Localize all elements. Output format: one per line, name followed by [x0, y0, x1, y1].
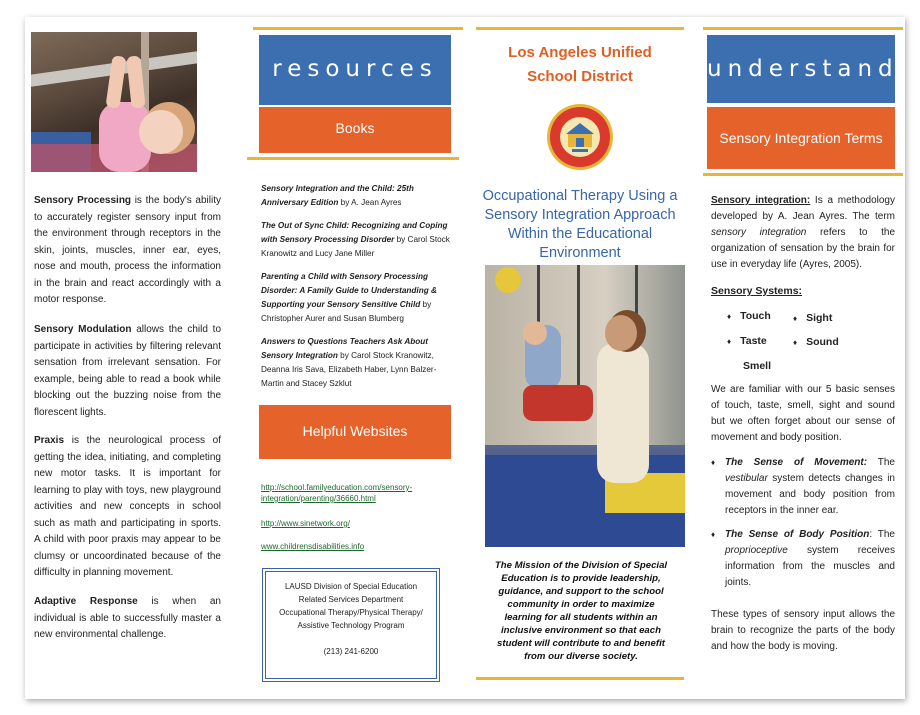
- contact-line: Assistive Technology Program: [297, 621, 405, 630]
- resources-header: resources: [259, 35, 451, 105]
- books-header: Books: [259, 107, 451, 153]
- understand-header: understand: [707, 35, 895, 103]
- closing-paragraph: These types of sensory input allows the brain to recognize the parts of the body and how the body is moving.: [711, 609, 895, 652]
- therapy-session-photo: [485, 265, 685, 547]
- website-link[interactable]: http://www.sinetwork.org/: [261, 519, 350, 528]
- district-seal-icon: [546, 103, 614, 171]
- sensory-systems-heading: Sensory Systems:: [711, 285, 803, 297]
- mission-statement: The Mission of the Division of Special Education is to provide leadership, guidance, and support to the school community in order to maximize learning for all students within an inclusive environment so that each student will contribute to and benefit from our diverse society.: [494, 560, 668, 662]
- websites-header: Helpful Websites: [259, 405, 451, 459]
- book-item: Sensory Integration and the Child: 25th Anniversary Edition by A. Jean Ayres: [261, 184, 414, 207]
- system-item-sound: ♦ Sound: [793, 336, 839, 348]
- sensory-processing-paragraph: Sensory Processing is the body's ability to accurately register sensory input from the environment through receptors in the skin, joints, muscles, inner ear, eyes, nose and mouth, process the information in the brain and react accordingly with a motor response.: [34, 195, 221, 305]
- system-item-taste: ♦ Taste: [727, 335, 767, 347]
- books-list: [261, 182, 451, 400]
- terms-header: Sensory Integration Terms: [707, 107, 895, 169]
- gold-rule: [703, 27, 903, 30]
- gold-rule: [703, 173, 903, 176]
- system-item-sight: ♦ Sight: [793, 312, 833, 324]
- senses-paragraph: We are familiar with our 5 basic senses of touch, taste, smell, sight and sound but we often forget about our sense of movement and body position.: [711, 384, 895, 443]
- sensory-modulation-paragraph: Sensory Modulation allows the child to participate in activities by filtering relevant sensation from irrelevant sensation. For example, being able to read a book while blocking out the buzzing noise from the florescent lights.: [34, 324, 221, 418]
- gold-rule: [476, 27, 684, 30]
- child-climbing-photo: [31, 32, 197, 172]
- websites-list: [261, 482, 451, 552]
- contact-line: LAUSD Division of Special Education: [284, 582, 418, 591]
- praxis-paragraph: Praxis is the neurological process of getting the idea, initiating, and completing new motor tasks. It is important for learning to play with toys, new playground activities and new concepts in school such as math and participating in sports. A child with poor praxis may appear to be clumsy or uncoordinated because of the difficulty in planning movement.: [34, 435, 221, 578]
- contact-box: [265, 571, 437, 679]
- sensory-integration-definition: Sensory integration: Is a methodology developed by A. Jean Ayres. The term sensory integration refers to the organization of sensation by the brain for use in everyday life (Ayres, 2005).: [711, 195, 896, 270]
- cover-title: Occupational Therapy Using a Sensory Integration Approach Within the Educational Environment: [482, 188, 678, 261]
- panel-cover: [476, 17, 684, 699]
- panel-understand: [697, 17, 905, 699]
- website-link[interactable]: http://school.familyeducation.com/sensory-integration/parenting/36660.html: [261, 483, 413, 503]
- gold-rule: [253, 27, 463, 30]
- book-item: The Out of Sync Child: Recognizing and Coping with Sensory Processing Disorder by Carol Stock Kranowitz and Lucy Jane Miller: [261, 221, 450, 258]
- body-position-bullet: ♦ The Sense of Body Position: The proprioceptive system receives information from the muscles and joints.: [711, 529, 895, 588]
- brochure-sheet: [25, 17, 905, 699]
- district-title: Los Angeles Unified School District: [508, 44, 652, 85]
- system-item-smell: Smell: [743, 360, 772, 372]
- panel-definitions: [25, 17, 233, 699]
- book-item: Parenting a Child with Sensory Processing Disorder: A Family Guide to Understanding & Supporting your Sensory Sensitive Child by Christopher Aurer and Susan Blumberg: [261, 272, 437, 323]
- contact-line: Related Services Department: [298, 595, 404, 604]
- contact-line: Occupational Therapy/Physical Therapy/: [279, 608, 423, 617]
- contact-phone: (213) 241-6200: [323, 647, 379, 656]
- gold-rule: [476, 677, 684, 680]
- movement-bullet: ♦ The Sense of Movement: The vestibular system detects changes in movement and body position from receptors in the inner ear.: [711, 457, 895, 516]
- adaptive-response-paragraph: Adaptive Response is when an individual is able to successfully master a new environmental challenge.: [34, 596, 221, 640]
- website-link[interactable]: www.childrensdisabilities.info: [261, 542, 365, 551]
- panel-resources: [247, 17, 463, 699]
- gold-rule: [247, 157, 459, 160]
- book-item: Answers to Questions Teachers Ask About Sensory Integration by Carol Stock Kranowitz, Deanna Iris Sava, Elizabeth Haber, Lynn Balzer-Martin and Stacey Szklut: [261, 337, 437, 388]
- system-item-touch: ♦ Touch: [727, 310, 771, 322]
